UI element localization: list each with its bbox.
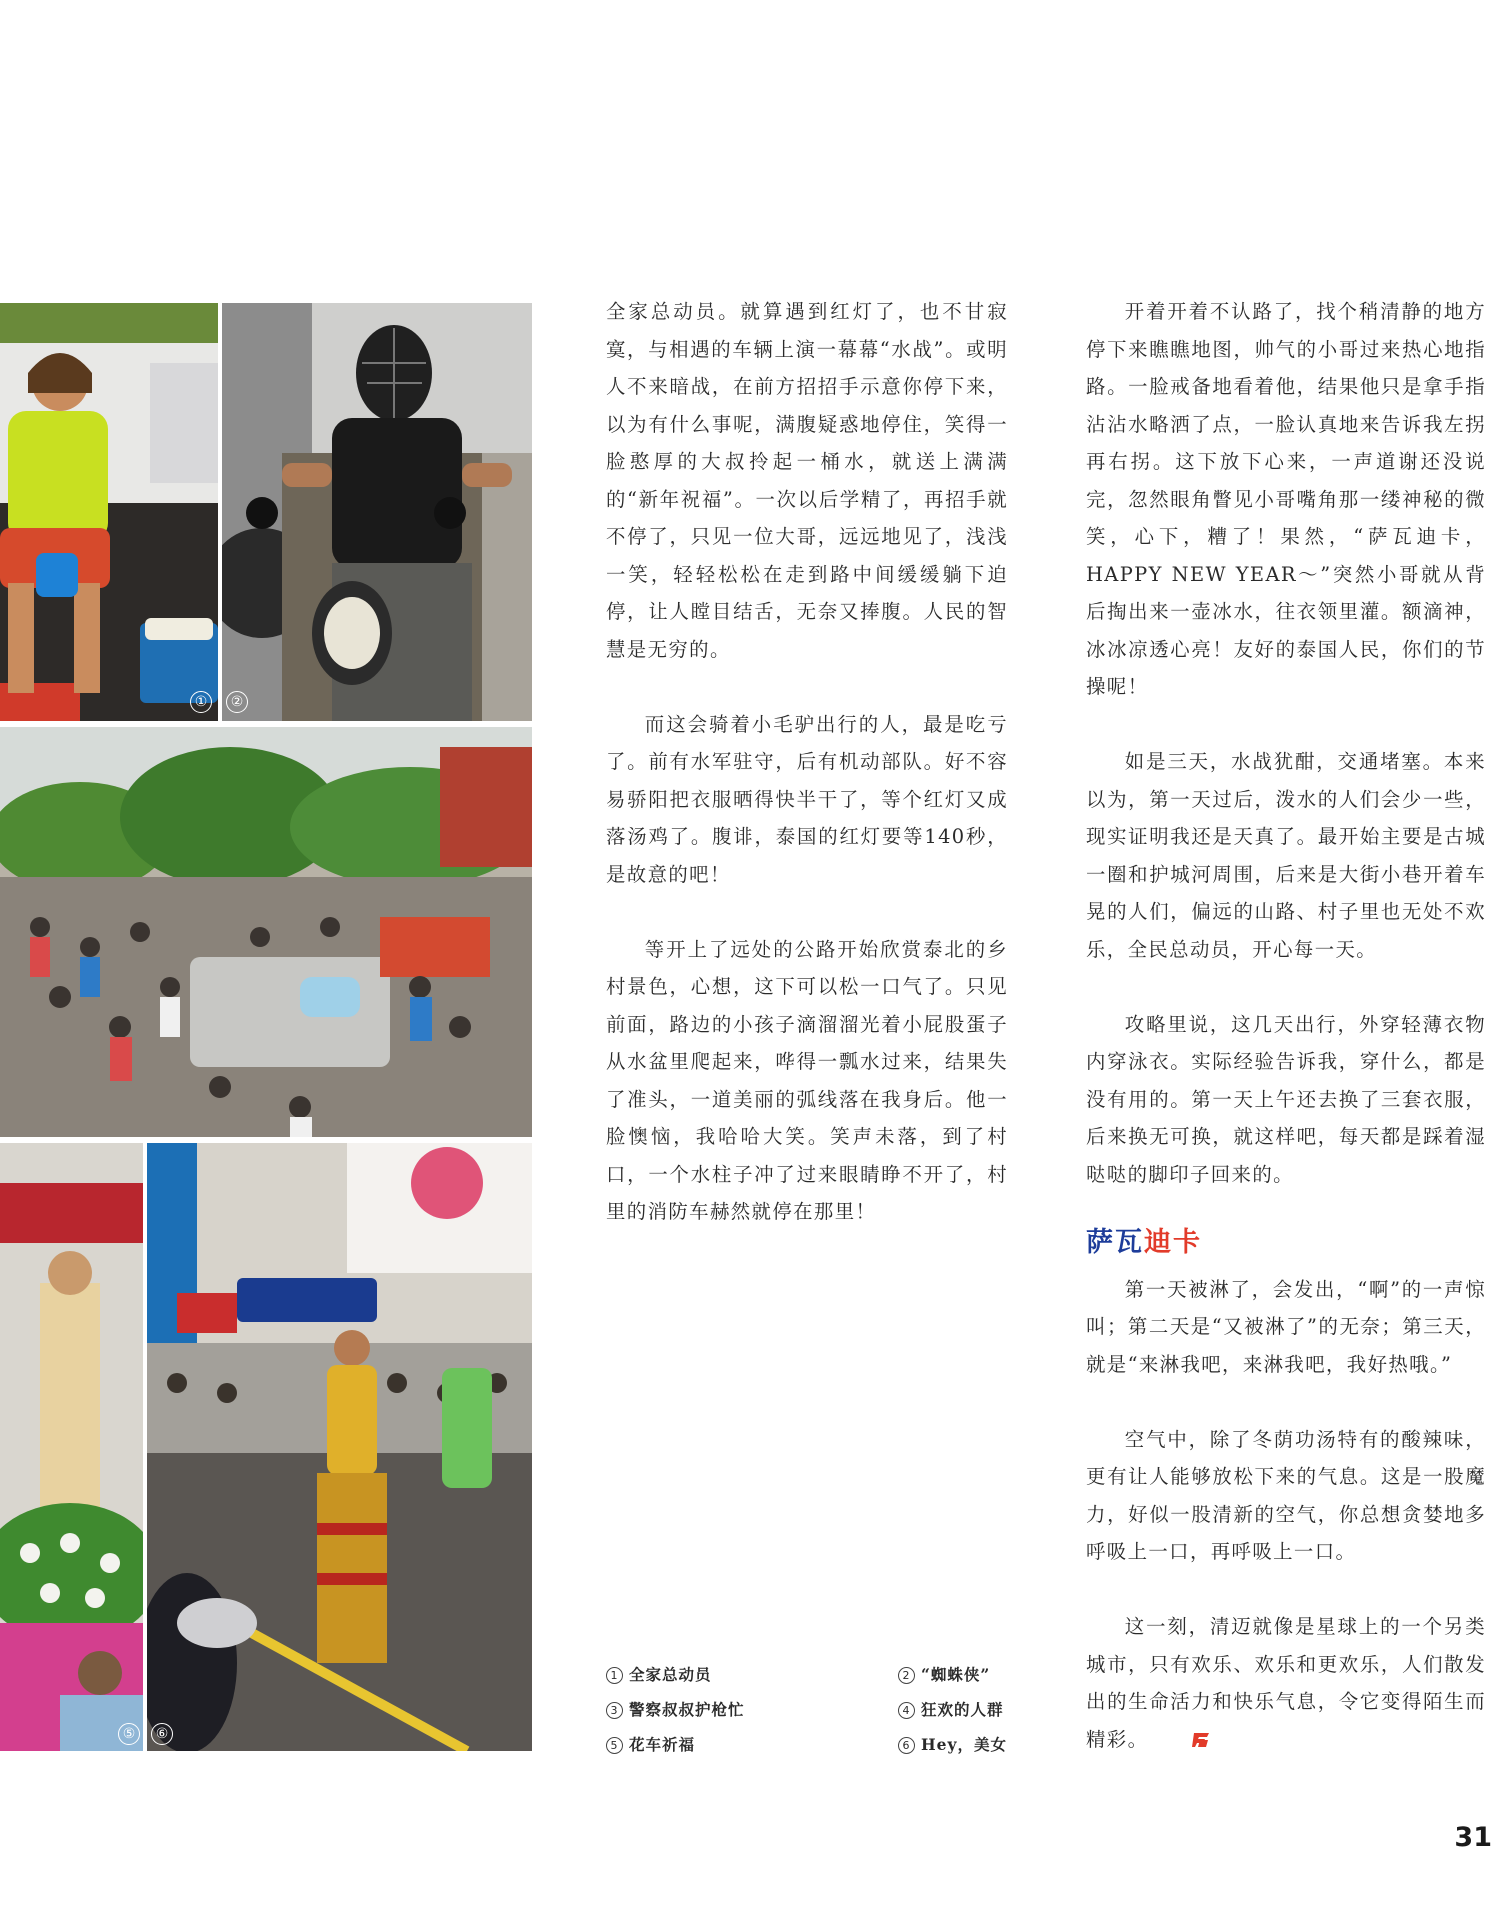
article-column-1 [606, 293, 1008, 1268]
paragraph: 等开上了远处的公路开始欣赏泰北的乡村景色，心想，这下可以松一口气了。只见前面，路边的小孩子滴溜溜光着小屁股蛋子从水盆里爬起来，哗得一瓢水过来，结果失了准头，一道美丽的弧线落在我身后。他一脸懊恼，我哈哈大笑。笑声未落，到了村口，一个水柱子冲了过来眼睛睁不开了，村里的消防车赫然就停在那里！ [606, 937, 1008, 1223]
paragraph: 第一天被淋了，会发出，“啊”的一声惊叫；第二天是“又被淋了”的无奈；第三天，就是“来淋我吧，来淋我吧，我好热哦。” [1086, 1277, 1486, 1376]
photo-captions [606, 1663, 1008, 1768]
page-number: 31 [1454, 1822, 1492, 1853]
paragraph: 攻略里说，这几天出行，外穿轻薄衣物内穿泳衣。实际经验告诉我，穿什么，都是没有用的。第一天上午还去换了三套衣服，后来换无可换，就这样吧，每天都是踩着湿哒哒的脚印子回来的。 [1086, 1012, 1486, 1186]
photo-number: ① [190, 691, 212, 713]
paragraph: 全家总动员。就算遇到红灯了，也不甘寂寞，与相遇的车辆上演一幕幕“水战”。或明人不来暗战，在前方招招手示意你停下来，以为有什么事呢，满腹疑惑地停住，笑得一脸憨厚的大叔拎起一桶水，就送上满满的“新年祝福”。一次以后学精了，再招手就不停了，只见一位大哥，远远地见了，浅浅一笑，轻轻松松在走到路中间缓缓躺下迫停，让人瞠目结舌，无奈又捧腹。人民的智慧是无穷的。 [606, 300, 1008, 661]
photo-number: ⑥ [151, 1723, 173, 1745]
caption-6: 6 Hey，美女 [898, 1733, 1007, 1755]
caption-4: 4 狂欢的人群 [898, 1698, 1004, 1720]
photo-crowd-street [0, 727, 532, 1137]
photo-parade-beauty [147, 1143, 532, 1751]
end-mark-icon [1152, 1724, 1172, 1742]
photo-family-water-fight [0, 303, 218, 721]
photo-number: ② [226, 691, 248, 713]
caption-2: 2 “蜘蛛侠” [898, 1663, 990, 1685]
photo-flower-float [0, 1143, 143, 1751]
photo-spiderman-rider [222, 303, 532, 721]
paragraph: 而这会骑着小毛驴出行的人，最是吃亏了。前有水军驻守，后有机动部队。好不容易骄阳把衣服晒得快半干了，等个红灯又成落汤鸡了。腹诽，泰国的红灯要等140秒，是故意的吧！ [606, 712, 1008, 886]
photo-collage [0, 303, 532, 1751]
section-heading: 萨瓦迪卡 [1086, 1226, 1202, 1258]
paragraph-last: 这一刻，清迈就像是星球上的一个另类城市，只有欢乐、欢乐和更欢乐，人们散发出的生命活力和快乐气息，令它变得陌生而精彩。 [1086, 1615, 1486, 1751]
paragraph: 如是三天，水战犹酣，交通堵塞。本来以为，第一天过后，泼水的人们会少一些，现实证明我还是天真了。最开始主要是古城一圈和护城河周围，后来是大街小巷开着车晃的人们，偏远的山路、村子里也无处不欢乐，全民总动员，开心每一天。 [1086, 750, 1486, 961]
paragraph: 空气中，除了冬荫功汤特有的酸辣味，更有让人能够放松下来的气息。这是一股魔力，好似一股清新的空气，你总想贪婪地多呼吸上一口，再呼吸上一口。 [1086, 1427, 1486, 1563]
caption-1: 1 全家总动员 [606, 1663, 712, 1685]
caption-5: 5 花车祈福 [606, 1733, 695, 1755]
caption-3: 3 警察叔叔护枪忙 [606, 1698, 745, 1720]
article-column-2 [1086, 293, 1486, 1796]
paragraph: 开着开着不认路了，找个稍清静的地方停下来瞧瞧地图，帅气的小哥过来热心地指路。一脸戒备地看着他，结果他只是拿手指沾沾水略洒了点，一脸认真地来告诉我左拐再右拐。这下放下心来，一声道谢还没说完，忽然眼角瞥见小哥嘴角那一缕神秘的微笑，心下，糟了！果然，“萨瓦迪卡，HAPPY NEW YEAR～”突然小哥就从背后掏出来一壶冰水，往衣领里灌。额滴神，冰冰凉透心亮！友好的泰国人民，你们的节操呢！ [1086, 300, 1486, 698]
photo-number: ⑤ [118, 1723, 140, 1745]
